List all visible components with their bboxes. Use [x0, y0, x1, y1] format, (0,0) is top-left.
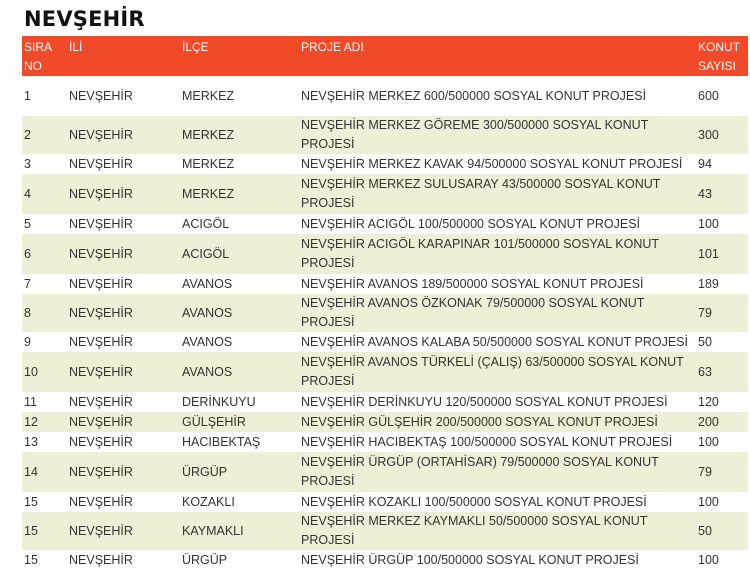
- cell-ilce: DERİNKUYU: [182, 394, 256, 409]
- cell-ilce: MERKEZ: [182, 127, 235, 142]
- table-row: [22, 116, 748, 154]
- cell-ili: NEVŞEHİR: [69, 88, 133, 103]
- cell-proje-adi: NEVŞEHİR ÜRGÜP 100/500000 SOSYAL KONUT PROJESİ: [301, 552, 639, 567]
- table-row: [22, 274, 748, 294]
- cell-sira-no: 14: [24, 464, 38, 479]
- cell-sira-no: 11: [24, 394, 37, 409]
- cell-proje-adi: NEVŞEHİR GÜLŞEHİR 200/500000 SOSYAL KONUT PROJESİ: [301, 414, 658, 429]
- cell-ili: NEVŞEHİR: [69, 394, 133, 409]
- cell-proje-adi: NEVŞEHİR ÜRGÜP (ORTAHİSAR) 79/500000 SOSYAL KONUT PROJESİ: [301, 455, 659, 488]
- table-row: [22, 76, 748, 116]
- cell-konut-sayisi: 100: [698, 552, 719, 567]
- cell-ili: NEVŞEHİR: [69, 186, 133, 201]
- cell-ili: NEVŞEHİR: [69, 246, 133, 261]
- cell-proje-adi: NEVŞEHİR KOZAKLI 100/500000 SOSYAL KONUT PROJESİ: [301, 494, 647, 509]
- cell-ili: NEVŞEHİR: [69, 434, 133, 449]
- cell-ili: NEVŞEHİR: [69, 216, 133, 231]
- cell-ili: NEVŞEHİR: [69, 364, 133, 379]
- cell-ilce: ACIGÖL: [182, 216, 230, 231]
- cell-sira-no: 3: [24, 156, 31, 171]
- cell-sira-no: 15: [24, 494, 38, 509]
- cell-ilce: KOZAKLI: [182, 494, 235, 509]
- cell-sira-no: 12: [24, 414, 38, 429]
- cell-proje-adi: NEVŞEHİR ACIGÖL 100/500000 SOSYAL KONUT PROJESİ: [301, 216, 641, 231]
- cell-ilce: MERKEZ: [182, 186, 235, 201]
- cell-proje-adi: NEVŞEHİR DERİNKUYU 120/500000 SOSYAL KONUT PROJESİ: [301, 394, 668, 409]
- cell-proje-adi: NEVŞEHİR MERKEZ 600/500000 SOSYAL KONUT PROJESİ: [301, 88, 647, 103]
- cell-konut-sayisi: 50: [698, 523, 712, 538]
- table-body: [22, 76, 748, 570]
- cell-proje-adi: NEVŞEHİR HACIBEKTAŞ 100/500000 SOSYAL KONUT PROJESİ: [301, 434, 673, 449]
- cell-ili: NEVŞEHİR: [69, 334, 133, 349]
- cell-proje-adi: NEVŞEHİR AVANOS 189/500000 SOSYAL KONUT PROJESİ: [301, 276, 644, 291]
- cell-konut-sayisi: 50: [698, 334, 712, 349]
- cell-sira-no: 8: [24, 305, 31, 320]
- cell-sira-no: 15: [24, 523, 38, 538]
- table-row: [22, 492, 748, 512]
- cell-proje-adi: NEVŞEHİR MERKEZ KAYMAKLI 50/500000 SOSYAL KONUT PROJESİ: [301, 514, 648, 547]
- cell-ili: NEVŞEHİR: [69, 127, 133, 142]
- table-row: [22, 214, 748, 234]
- table-row: [22, 332, 748, 352]
- cell-ilce: AVANOS: [182, 305, 233, 320]
- cell-konut-sayisi: 94: [698, 156, 712, 171]
- cell-sira-no: 15: [24, 552, 38, 567]
- cell-ilce: AVANOS: [182, 276, 233, 291]
- cell-sira-no: 7: [24, 276, 31, 291]
- cell-konut-sayisi: 43: [698, 186, 712, 201]
- cell-ilce: ÜRGÜP: [182, 464, 228, 479]
- cell-ili: NEVŞEHİR: [69, 552, 133, 567]
- cell-ilce: MERKEZ: [182, 88, 235, 103]
- cell-ili: NEVŞEHİR: [69, 523, 133, 538]
- cell-proje-adi: NEVŞEHİR AVANOS KALABA 50/500000 SOSYAL KONUT PROJESİ: [301, 334, 688, 349]
- header-ilce: İLÇE: [182, 40, 209, 54]
- cell-ili: NEVŞEHİR: [69, 464, 133, 479]
- table-row: [22, 154, 748, 174]
- cell-konut-sayisi: 100: [698, 216, 719, 231]
- cell-ilce: KAYMAKLI: [182, 523, 244, 538]
- cell-sira-no: 1: [24, 88, 31, 103]
- cell-konut-sayisi: 101: [698, 246, 719, 261]
- cell-konut-sayisi: 63: [698, 364, 712, 379]
- cell-proje-adi: NEVŞEHİR AVANOS ÖZKONAK 79/500000 SOSYAL KONUT PROJESİ: [301, 296, 645, 329]
- page-title: NEVŞEHİR: [24, 7, 145, 31]
- header-proje-adi: PROJE ADI: [301, 40, 364, 54]
- cell-ili: NEVŞEHİR: [69, 494, 133, 509]
- cell-ilce: ÜRGÜP: [182, 552, 228, 567]
- housing-projects-table: [22, 36, 748, 570]
- cell-proje-adi: NEVŞEHİR MERKEZ KAVAK 94/500000 SOSYAL KONUT PROJESİ: [301, 156, 683, 171]
- cell-proje-adi: NEVŞEHİR MERKEZ SULUSARAY 43/500000 SOSYAL KONUT PROJESİ: [301, 177, 661, 210]
- cell-ili: NEVŞEHİR: [69, 156, 133, 171]
- table-row: [22, 392, 748, 412]
- table-row: [22, 234, 748, 274]
- cell-sira-no: 5: [24, 216, 31, 231]
- cell-sira-no: 2: [24, 127, 31, 142]
- cell-ili: NEVŞEHİR: [69, 305, 133, 320]
- cell-sira-no: 6: [24, 246, 31, 261]
- cell-sira-no: 4: [24, 186, 31, 201]
- table-row: [22, 512, 748, 550]
- cell-sira-no: 9: [24, 334, 31, 349]
- cell-ili: NEVŞEHİR: [69, 276, 133, 291]
- cell-konut-sayisi: 100: [698, 434, 719, 449]
- table-row: [22, 174, 748, 214]
- cell-ilce: ACIGÖL: [182, 246, 230, 261]
- cell-proje-adi: NEVŞEHİR AVANOS TÜRKELİ (ÇALIŞ) 63/500000 SOSYAL KONUT PROJESİ: [301, 355, 684, 388]
- cell-proje-adi: NEVŞEHİR MERKEZ GÖREME 300/500000 SOSYAL KONUT PROJESİ: [301, 118, 649, 151]
- table-row: [22, 294, 748, 332]
- cell-konut-sayisi: 600: [698, 88, 719, 103]
- cell-konut-sayisi: 189: [698, 276, 719, 291]
- cell-ilce: AVANOS: [182, 334, 233, 349]
- table-row: [22, 412, 748, 432]
- cell-ilce: HACIBEKTAŞ: [182, 434, 261, 449]
- table-row: [22, 432, 748, 452]
- header-konut-sayisi: KONUT SAYISI: [698, 40, 740, 73]
- cell-sira-no: 13: [24, 434, 38, 449]
- cell-konut-sayisi: 120: [698, 394, 719, 409]
- table-row: [22, 550, 748, 570]
- cell-sira-no: 10: [24, 364, 38, 379]
- cell-ilce: GÜLŞEHİR: [182, 414, 246, 429]
- table-row: [22, 352, 748, 392]
- cell-konut-sayisi: 79: [698, 464, 712, 479]
- cell-ilce: MERKEZ: [182, 156, 235, 171]
- table-row: [22, 452, 748, 492]
- cell-konut-sayisi: 300: [698, 127, 719, 142]
- cell-konut-sayisi: 79: [698, 305, 712, 320]
- cell-konut-sayisi: 200: [698, 414, 719, 429]
- cell-ilce: AVANOS: [182, 364, 233, 379]
- cell-ili: NEVŞEHİR: [69, 414, 133, 429]
- cell-proje-adi: NEVŞEHİR ACIGÖL KARAPINAR 101/500000 SOSYAL KONUT PROJESİ: [301, 237, 659, 270]
- cell-konut-sayisi: 100: [698, 494, 719, 509]
- header-sira-no: SIRA NO: [24, 40, 52, 73]
- table-header: [22, 36, 748, 76]
- header-ili: İLİ: [69, 40, 83, 54]
